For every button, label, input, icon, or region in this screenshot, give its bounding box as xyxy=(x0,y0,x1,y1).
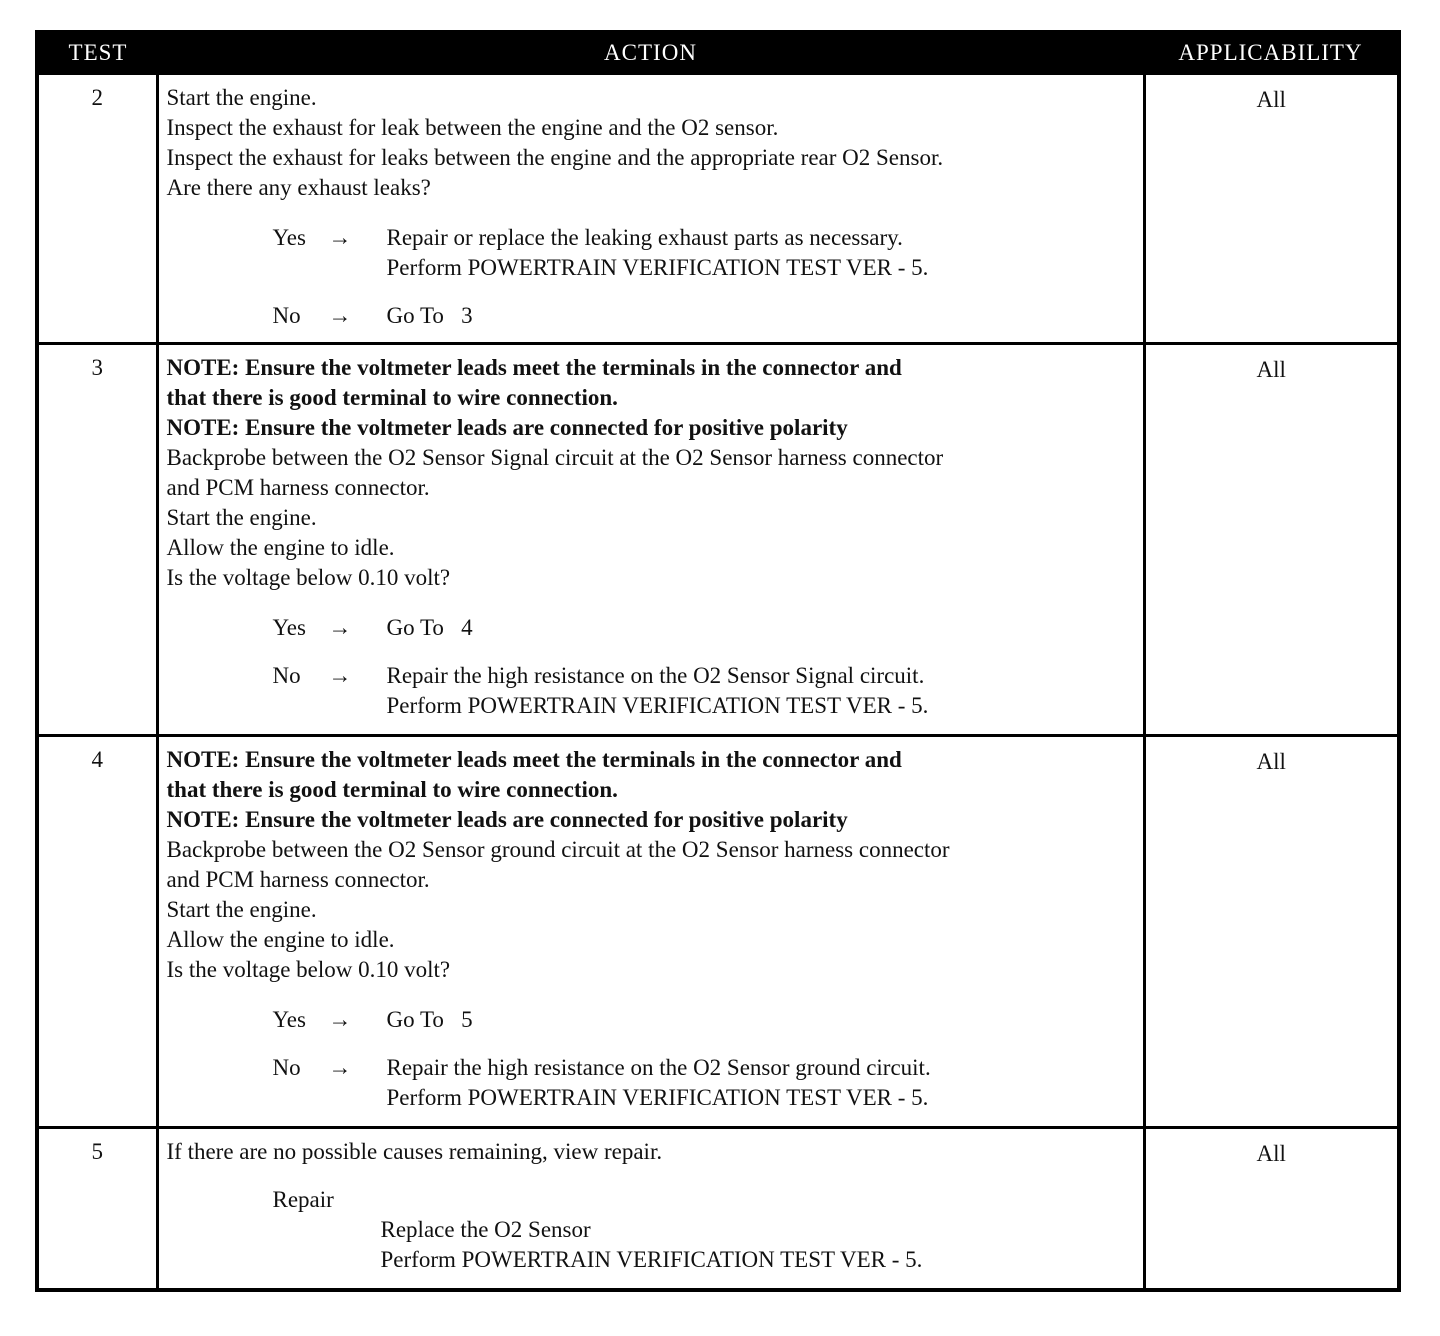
test-number: 4 xyxy=(37,736,157,1128)
result-line: Repair the high resistance on the O2 Sensor ground circuit. xyxy=(386,1055,931,1080)
repair-line: Replace the O2 Sensor xyxy=(380,1217,591,1242)
action-cell xyxy=(157,736,1144,1128)
test-number: 2 xyxy=(37,74,157,344)
action-line: Backprobe between the O2 Sensor ground circuit at the O2 Sensor harness connector xyxy=(166,837,950,862)
outcome-result xyxy=(387,223,929,283)
no-outcome xyxy=(273,301,1137,331)
arrow-icon: → xyxy=(328,1007,352,1032)
arrow-icon: → xyxy=(328,303,352,328)
action-line: Start the engine. xyxy=(166,897,317,922)
action-line: Start the engine. xyxy=(166,505,317,530)
repair-line: Perform POWERTRAIN VERIFICATION TEST VER - 5. xyxy=(380,1247,923,1272)
yes-outcome xyxy=(273,613,1137,643)
no-outcome xyxy=(273,1053,1137,1113)
applicability-value: All xyxy=(1144,736,1399,1128)
arrow-icon: → xyxy=(328,225,352,250)
action-line: Are there any exhaust leaks? xyxy=(166,175,431,200)
table-header-row xyxy=(37,32,1399,74)
no-label: No xyxy=(272,663,301,688)
action-line: Allow the engine to idle. xyxy=(166,927,395,952)
action-line: Allow the engine to idle. xyxy=(166,535,395,560)
yes-label: Yes xyxy=(272,1007,306,1032)
result-line: Perform POWERTRAIN VERIFICATION TEST VER - 5. xyxy=(386,255,929,280)
action-line: Is the voltage below 0.10 volt? xyxy=(166,565,451,590)
outcome-result xyxy=(387,661,929,721)
action-line: If there are no possible causes remaining, view repair. xyxy=(166,1139,663,1164)
table-row xyxy=(37,1128,1399,1290)
diagnostic-test-table xyxy=(35,30,1401,1292)
result-line: Repair the high resistance on the O2 Sensor Signal circuit. xyxy=(386,663,925,688)
action-cell xyxy=(157,1128,1144,1290)
note-line: that there is good terminal to wire connection. xyxy=(166,385,618,410)
note-line: NOTE: Ensure the voltmeter leads are connected for positive polarity xyxy=(166,807,848,832)
outcome-result xyxy=(387,1053,931,1113)
applicability-value: All xyxy=(1144,1128,1399,1290)
repair-steps xyxy=(381,1215,1137,1275)
arrow-icon: → xyxy=(328,615,352,640)
action-cell xyxy=(157,74,1144,344)
applicability-value: All xyxy=(1144,74,1399,344)
yes-label: Yes xyxy=(272,615,306,640)
repair-block xyxy=(273,1185,1137,1275)
header-action: ACTION xyxy=(157,32,1144,74)
action-line: and PCM harness connector. xyxy=(166,867,430,892)
test-number: 5 xyxy=(37,1128,157,1290)
note-line: NOTE: Ensure the voltmeter leads meet the terminals in the connector and xyxy=(166,355,902,380)
note-line: NOTE: Ensure the voltmeter leads meet the terminals in the connector and xyxy=(166,747,902,772)
result-line: Perform POWERTRAIN VERIFICATION TEST VER - 5. xyxy=(386,693,929,718)
no-outcome xyxy=(273,661,1137,721)
yes-outcome xyxy=(273,1005,1137,1035)
outcome-result xyxy=(387,613,473,643)
header-applicability: APPLICABILITY xyxy=(1144,32,1399,74)
repair-label: Repair xyxy=(272,1187,334,1212)
result-line: Go To 4 xyxy=(386,615,473,640)
result-line: Perform POWERTRAIN VERIFICATION TEST VER - 5. xyxy=(386,1085,929,1110)
table-row xyxy=(37,74,1399,344)
action-cell xyxy=(157,344,1144,736)
outcome-result xyxy=(387,1005,473,1035)
result-line: Repair or replace the leaking exhaust parts as necessary. xyxy=(386,225,903,250)
yes-label: Yes xyxy=(272,225,306,250)
result-line: Go To 3 xyxy=(386,303,473,328)
applicability-value: All xyxy=(1144,344,1399,736)
action-line: and PCM harness connector. xyxy=(166,475,430,500)
note-line: NOTE: Ensure the voltmeter leads are connected for positive polarity xyxy=(166,415,848,440)
action-line: Is the voltage below 0.10 volt? xyxy=(166,957,451,982)
result-line: Go To 5 xyxy=(386,1007,473,1032)
outcome-result xyxy=(387,301,473,331)
action-line: Inspect the exhaust for leak between the engine and the O2 sensor. xyxy=(166,115,779,140)
table-row xyxy=(37,344,1399,736)
action-line: Backprobe between the O2 Sensor Signal circuit at the O2 Sensor harness connector xyxy=(166,445,944,470)
arrow-icon: → xyxy=(328,1055,352,1080)
table-row xyxy=(37,736,1399,1128)
header-test: TEST xyxy=(37,32,157,74)
no-label: No xyxy=(272,303,301,328)
action-line: Start the engine. xyxy=(166,85,317,110)
test-number: 3 xyxy=(37,344,157,736)
arrow-icon: → xyxy=(328,663,352,688)
no-label: No xyxy=(272,1055,301,1080)
note-line: that there is good terminal to wire connection. xyxy=(166,777,618,802)
action-line: Inspect the exhaust for leaks between the engine and the appropriate rear O2 Sensor. xyxy=(166,145,944,170)
yes-outcome xyxy=(273,223,1137,283)
